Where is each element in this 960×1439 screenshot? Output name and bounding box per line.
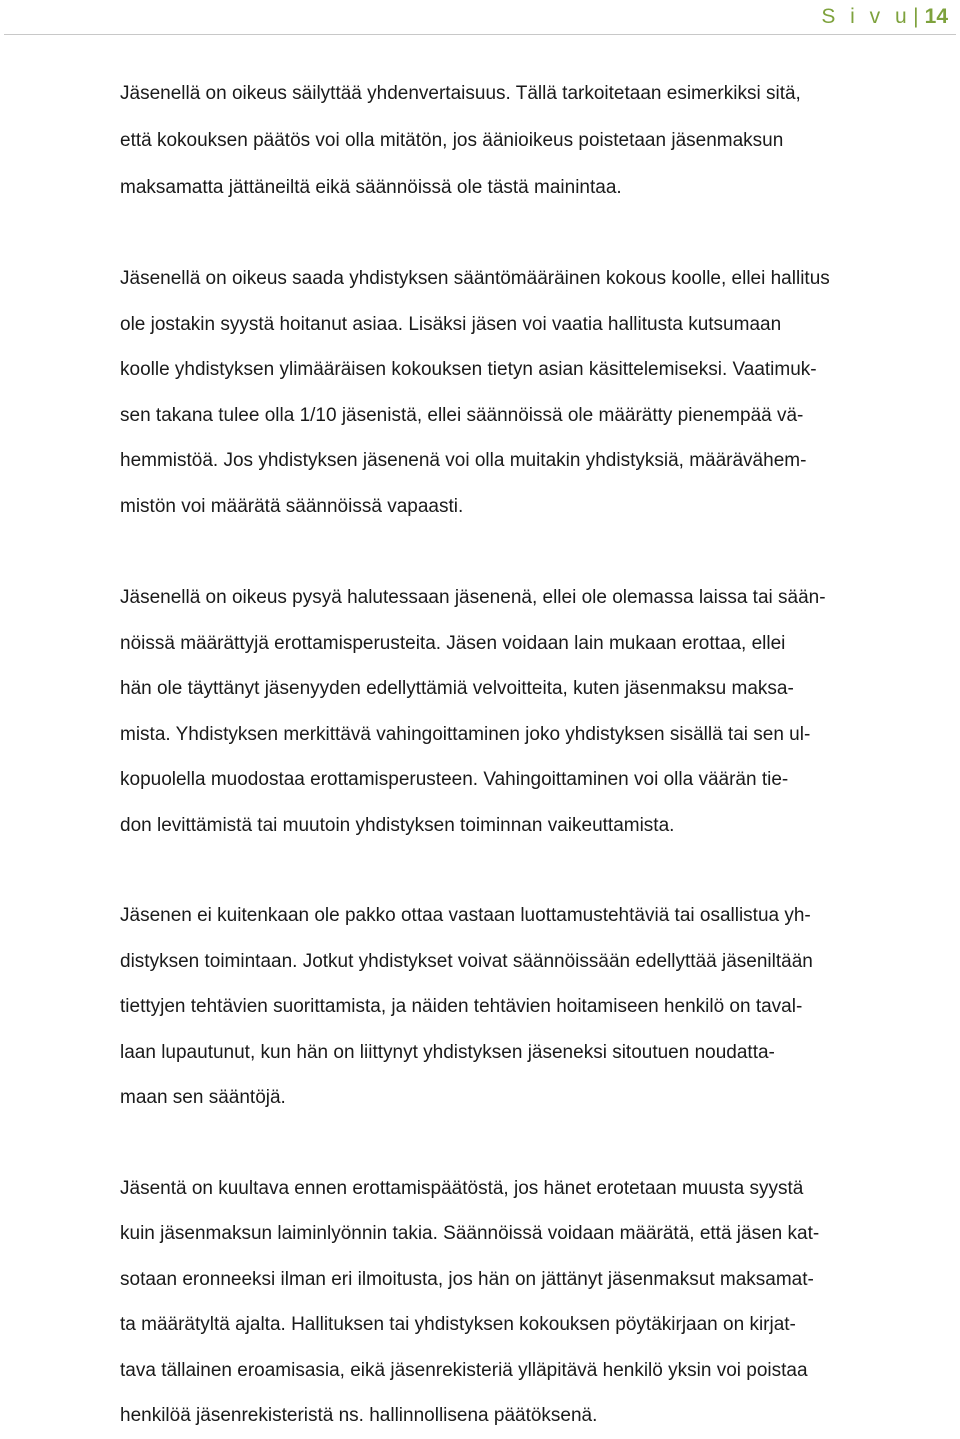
paragraph-membership-retention: Jäsenellä on oikeus pysyä halutessaan jäsenenä, ellei ole olemassa laissa tai sään- nöissä määrättyjä erottamisperusteita. Jäsen voidaan lain mukaan erottaa, ellei hän ole täyttänyt jäsenyyden edellyttämiä velvoitteita, kuten jäsenmaksu maksa- mista. Yhdistyksen merkittävä vahingoittaminen joko yhdistyksen sisällä tai sen ul- kopuolella muodostaa erottamisperusteen. Vahingoittaminen voi olla väärän tie- don levittämistä tai muutoin yhdistyksen toiminnan vaikeuttamista. bbox=[120, 587, 826, 836]
header-divider bbox=[4, 34, 956, 35]
document-body bbox=[120, 70, 952, 1439]
paragraph-hearing-before-expulsion: Jäsentä on kuultava ennen erottamispäätöstä, jos hänet erotetaan muusta syystä kuin jäsenmaksun laiminlyönnin takia. Säännöissä voidaan määrätä, että jäsen kat- sotaan eronneeksi ilman eri ilmoitusta, jos hän on jättänyt jäsenmaksut maksamat- ta määrätyltä ajalta. Hallituksen tai yhdistyksen kokouksen pöytäkirjaan on kirjat- tava tällainen eroamisasia, eikä jäsenrekisteriä ylläpitävä henkilö yksin voi poistaa henkilöä jäsenrekisteristä ns. hallinnollisena päätöksenä. bbox=[120, 1177, 820, 1426]
page-separator: | bbox=[913, 5, 919, 28]
page-number: 14 bbox=[924, 5, 948, 28]
page-header bbox=[0, 0, 960, 36]
page-number-block bbox=[821, 4, 948, 30]
paragraph-meeting-rights: Jäsenellä on oikeus saada yhdistyksen sääntömääräinen kokous koolle, ellei hallitus ole jostakin syystä hoitanut asiaa. Lisäksi jäsen voi vaatia hallitusta kutsumaan koolle yhdistyksen ylimääräisen kokouksen tietyn asian käsittelemiseksi. Vaatimuk- sen takana tulee olla 1/10 jäsenistä, ellei säännöissä ole määrätty pienempää vä- hemmistöä. Jos yhdistyksen jäsenenä voi olla muitakin yhdistyksiä, määrävähem- mistön voi määrätä säännöissä vapaasti. bbox=[120, 268, 830, 517]
paragraph-equality: Jäsenellä on oikeus säilyttää yhdenvertaisuus. Tällä tarkoitetaan esimerkiksi sitä, että kokouksen päätös voi olla mitätön, jos äänioikeus poistetaan jäsenmaksun maksamatta jättäneiltä eikä säännöissä ole tästä mainintaa. bbox=[120, 83, 801, 198]
paragraph-no-obligation: Jäsenen ei kuitenkaan ole pakko ottaa vastaan luottamustehtäviä tai osallistua yh- distyksen toimintaan. Jotkut yhdistykset voivat säännöissään edellyttää jäseniltään tiettyjen tehtävien suorittamista, ja näiden tehtävien hoitamiseen henkilö on taval- laan lupautunut, kun hän on liittynyt yhdistyksen jäseneksi sitoutuen noudatta- maan sen sääntöjä. bbox=[120, 905, 813, 1108]
page-label: S i v u bbox=[821, 5, 912, 28]
